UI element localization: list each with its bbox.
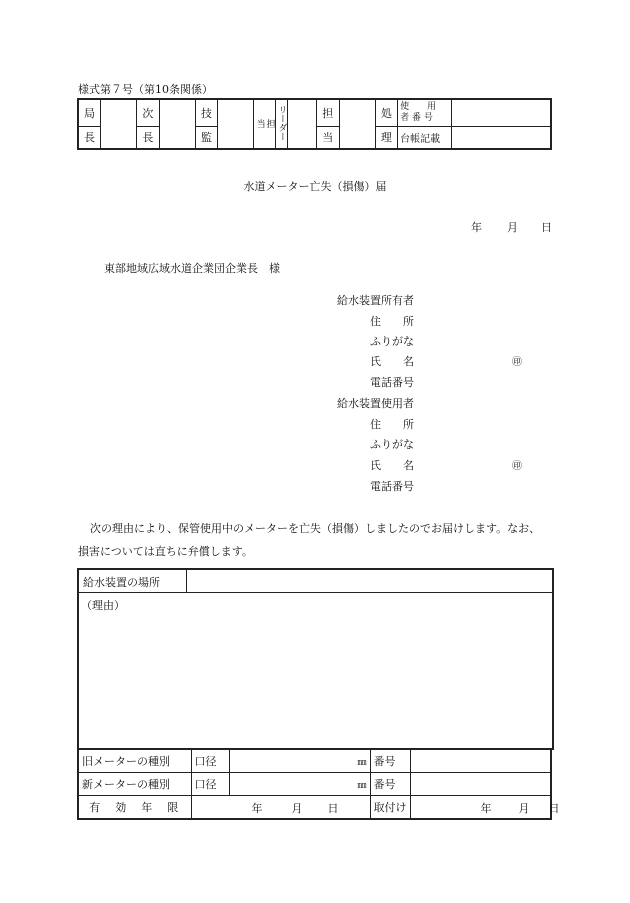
- installed-month: 月: [518, 802, 530, 815]
- date-day: 日: [541, 221, 552, 234]
- approval-box[interactable]: [339, 99, 375, 149]
- approval-cell-tsugi: 次: [137, 99, 160, 126]
- approval-cell-ri: 理: [375, 126, 398, 149]
- expiry-year: 年: [251, 802, 263, 815]
- approval-cell-leader: [275, 99, 287, 149]
- old-number-input[interactable]: [410, 749, 551, 773]
- approval-cell-chou: 長: [78, 126, 101, 149]
- new-diameter-input[interactable]: [229, 773, 370, 796]
- owner-heading: 給水装置所有者: [337, 294, 414, 307]
- addressee: 東部地域広域水道企業団企業長 様: [104, 262, 280, 275]
- new-diameter-label: 口径: [191, 773, 229, 796]
- location-input[interactable]: [187, 570, 552, 592]
- new-number-input[interactable]: [410, 773, 551, 796]
- owner-address-label: 住 所: [370, 315, 414, 328]
- user-number-label: 使 用 者 番 号: [398, 99, 451, 126]
- approval-box[interactable]: [101, 99, 137, 149]
- old-diameter-label: 口径: [191, 749, 229, 773]
- old-meter-label: 旧メーターの種別: [78, 749, 191, 773]
- statement-line-2: 損害については直ちに弁償します。: [78, 545, 253, 558]
- location-row: [79, 570, 552, 593]
- approval-grid: [77, 98, 552, 150]
- owner-seal: ㊞: [512, 357, 522, 368]
- approval-cell-tantou-vertical: [254, 99, 276, 149]
- installed-label: 取付け: [370, 796, 410, 820]
- statement-line-1: 次の理由により、保管使用中のメーターを亡失（損傷）しましたのでお届けします。なお、: [90, 522, 541, 535]
- approval-cell-gi: 技: [195, 99, 218, 126]
- approval-cell-kyoku: 局: [78, 99, 101, 126]
- tantou-label: 担 当: [254, 118, 275, 128]
- approval-cell-kan: 監: [195, 126, 218, 149]
- user-name-label: 氏 名: [370, 459, 414, 472]
- form-number: 様式第７号（第10条関係）: [78, 83, 213, 96]
- date-year: 年: [471, 221, 482, 234]
- approval-cell-chou2: 長: [137, 126, 160, 149]
- reason-input[interactable]: [79, 593, 552, 750]
- location-label: 給水装置の場所: [83, 576, 160, 589]
- page-title: 水道メーター亡失（損傷）届: [243, 180, 387, 193]
- approval-box[interactable]: [159, 99, 195, 149]
- owner-phone-label: 電話番号: [370, 376, 414, 389]
- new-number-label: 番号: [370, 773, 410, 796]
- approval-cell-sho: 処: [375, 99, 398, 126]
- ledger-label: 台帳記載: [398, 126, 451, 149]
- user-address-label: 住 所: [370, 418, 414, 431]
- user-heading: 給水装置使用者: [337, 397, 414, 410]
- installed-date-input[interactable]: [410, 796, 560, 820]
- owner-furigana-label: ふりがな: [370, 335, 414, 348]
- date-month: 月: [507, 221, 518, 234]
- meter-table: [77, 748, 560, 820]
- expiry-label: 有 効 年 限: [78, 796, 191, 820]
- old-diameter-input[interactable]: [229, 749, 370, 773]
- ledger-box[interactable]: [451, 126, 551, 149]
- new-meter-label: 新メーターの種別: [78, 773, 191, 796]
- approval-cell-tan: 担: [316, 99, 339, 126]
- approval-box[interactable]: [218, 99, 254, 149]
- leader-label: リーダー: [276, 104, 287, 141]
- user-furigana-label: ふりがな: [370, 438, 414, 451]
- expiry-date-input[interactable]: [191, 796, 370, 820]
- owner-name-label: 氏 名: [370, 355, 414, 368]
- user-seal: ㊞: [512, 461, 522, 472]
- old-number-label: 番号: [370, 749, 410, 773]
- new-mm-unit: ㎜: [357, 780, 367, 791]
- installed-year: 年: [480, 802, 492, 815]
- user-number-box[interactable]: [451, 99, 551, 126]
- approval-box[interactable]: [288, 99, 317, 149]
- installed-day: 日: [548, 802, 560, 815]
- reason-label: （理由）: [81, 599, 125, 612]
- reason-box: [77, 568, 554, 750]
- approval-cell-tou: 当: [316, 126, 339, 149]
- expiry-day: 日: [327, 802, 339, 815]
- old-mm-unit: ㎜: [357, 757, 367, 768]
- user-phone-label: 電話番号: [370, 480, 414, 493]
- expiry-month: 月: [291, 802, 303, 815]
